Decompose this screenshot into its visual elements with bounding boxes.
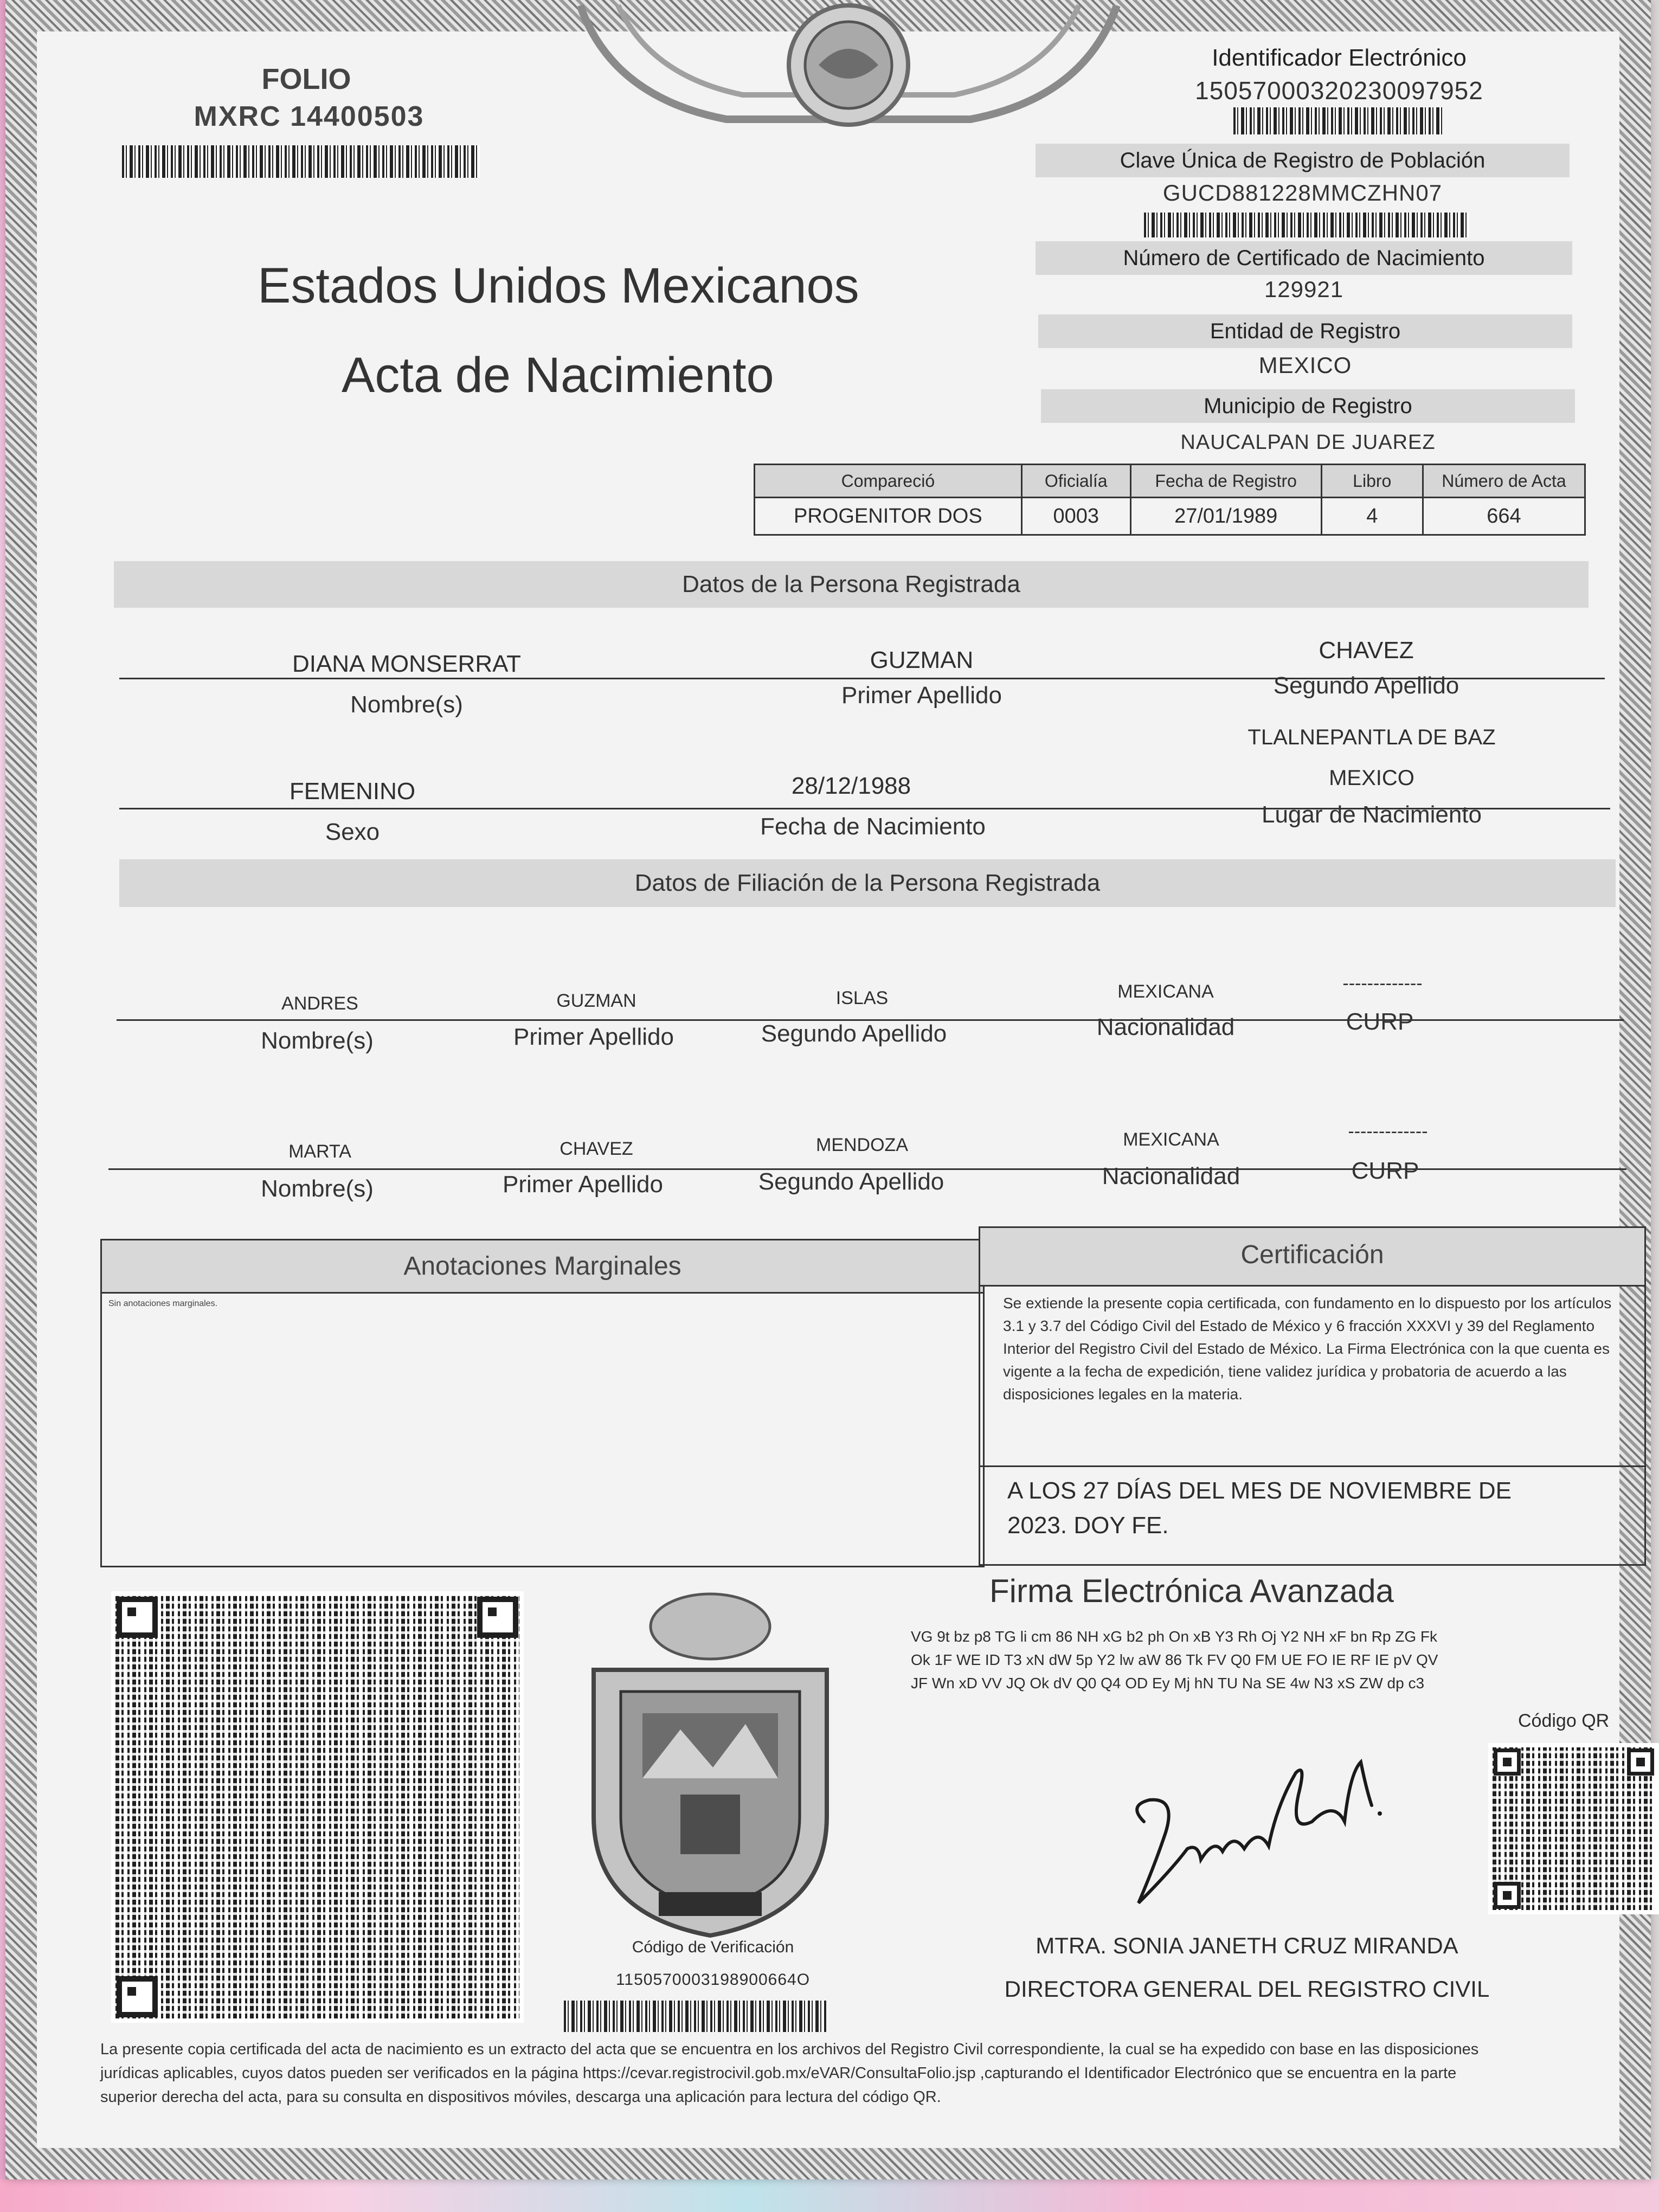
parent2-nombre-label: Nombre(s) bbox=[261, 1175, 374, 1202]
footer-line2: jurídicas aplicables, cuyos datos pueden ser verificados en la página https://cevar.registrocivil.gob.mx/eVAR/ConsultaFolio.jsp ,capturando el Identificador Electrónico que se encuentra en la parte bbox=[100, 2065, 1457, 2082]
parent2-primer-apellido-label: Primer Apellido bbox=[503, 1171, 663, 1198]
national-emblem-icon bbox=[548, 0, 1149, 157]
verificacion-label: Código de Verificación bbox=[632, 1938, 794, 1956]
anotaciones-box bbox=[100, 1239, 985, 1567]
table-header: Oficialía bbox=[1021, 465, 1130, 498]
footer-disclaimer bbox=[100, 2037, 1656, 2109]
segundo-apellido-label: Segundo Apellido bbox=[1273, 672, 1459, 699]
nombre-label: Nombre(s) bbox=[350, 691, 463, 718]
identificador-value: 15057000320230097952 bbox=[1195, 76, 1483, 105]
lugar-nacimiento-label: Lugar de Nacimiento bbox=[1261, 801, 1482, 828]
parent1-nombre: ANDRES bbox=[281, 993, 358, 1014]
parent2-nacionalidad: MEXICANA bbox=[1123, 1129, 1219, 1150]
qr-finder-pattern bbox=[117, 1597, 158, 1638]
curp-barcode bbox=[1144, 213, 1469, 237]
table-header: Fecha de Registro bbox=[1130, 465, 1321, 498]
folio-barcode bbox=[122, 145, 480, 178]
state-coat-of-arms-icon bbox=[572, 1589, 848, 1941]
parent1-curp-label: CURP bbox=[1346, 1008, 1414, 1035]
parent1-nacionalidad-label: Nacionalidad bbox=[1096, 1014, 1235, 1040]
qr-finder-pattern bbox=[117, 1976, 158, 2017]
verificacion-barcode bbox=[564, 2001, 827, 2032]
curp-value: GUCD881228MMCZHN07 bbox=[1162, 180, 1443, 205]
parent1-primer-apellido: GUZMAN bbox=[556, 991, 636, 1011]
parent2-curp-label: CURP bbox=[1351, 1158, 1419, 1184]
table-cell: PROGENITOR DOS bbox=[755, 498, 1022, 535]
verificacion-value: 1150570003198900664O bbox=[615, 1971, 811, 1989]
folio-value: MXRC 14400503 bbox=[194, 101, 425, 132]
firma-code-line1: VG 9t bz p8 TG li cm 86 NH xG b2 ph On xB Y3 Rh Oj Y2 NH xF bn Rp ZG Fk bbox=[911, 1628, 1438, 1645]
certificacion-fecha-line1: A LOS 27 DÍAS DEL MES DE NOVIEMBRE DE bbox=[1007, 1477, 1512, 1504]
lugar-nacimiento-line1: TLALNEPANTLA DE BAZ bbox=[1248, 725, 1496, 749]
entidad-label: Entidad de Registro bbox=[1038, 314, 1572, 348]
document-title: Acta de Nacimiento bbox=[342, 348, 774, 403]
persona-fecha-nacimiento: 28/12/1988 bbox=[791, 773, 911, 799]
parent1-curp: ------------- bbox=[1342, 973, 1423, 994]
table-cell: 27/01/1989 bbox=[1130, 498, 1321, 535]
parent1-nombre-label: Nombre(s) bbox=[261, 1027, 374, 1054]
qr-finder-pattern bbox=[477, 1597, 518, 1638]
persona-section-title: Datos de la Persona Registrada bbox=[114, 561, 1589, 608]
table-cell: 664 bbox=[1423, 498, 1585, 535]
identificador-barcode bbox=[1233, 107, 1442, 134]
persona-nombre: DIANA MONSERRAT bbox=[292, 651, 522, 677]
parent2-nombre: MARTA bbox=[288, 1141, 351, 1162]
parent1-segundo-apellido-label: Segundo Apellido bbox=[761, 1020, 947, 1047]
parent2-primer-apellido: CHAVEZ bbox=[560, 1139, 633, 1159]
identificador-label: Identificador Electrónico bbox=[1212, 44, 1467, 71]
certificado-value: 129921 bbox=[1264, 276, 1344, 302]
persona-sexo: FEMENINO bbox=[289, 778, 416, 805]
signer-name: MTRA. SONIA JANETH CRUZ MIRANDA bbox=[1036, 1933, 1458, 1958]
handwritten-signature bbox=[1106, 1740, 1410, 1919]
parent1-nacionalidad: MEXICANA bbox=[1117, 981, 1214, 1002]
anotaciones-title: Anotaciones Marginales bbox=[102, 1240, 983, 1294]
municipio-label: Municipio de Registro bbox=[1041, 389, 1575, 423]
fecha-nacimiento-label: Fecha de Nacimiento bbox=[760, 813, 986, 840]
curp-label: Clave Única de Registro de Población bbox=[1036, 144, 1570, 177]
parent1-segundo-apellido: ISLAS bbox=[835, 988, 889, 1008]
qr-label: Código QR bbox=[1518, 1711, 1610, 1731]
parent2-segundo-apellido-label: Segundo Apellido bbox=[758, 1168, 944, 1195]
firma-qr-code bbox=[1488, 1743, 1659, 1914]
certificacion-fecha bbox=[980, 1465, 1644, 1543]
country-title: Estados Unidos Mexicanos bbox=[258, 258, 859, 313]
parent1-primer-apellido-label: Primer Apellido bbox=[513, 1024, 674, 1050]
firma-code-line3: JF Wn xD VV JQ Ok dV Q0 Q4 OD Ey Mj hN TU Na SE 4w N3 xS ZW dp c3 bbox=[911, 1675, 1425, 1692]
parent2-curp: ------------- bbox=[1348, 1121, 1428, 1142]
lugar-nacimiento-line2: MEXICO bbox=[1329, 766, 1414, 790]
firma-code-line2: Ok 1F WE ID T3 xN dW 5p Y2 lw aW 86 Tk FV Q0 FM UE FO IE RF IE pV QV bbox=[911, 1651, 1438, 1668]
background-fabric-bottom bbox=[0, 2179, 1659, 2212]
registro-table bbox=[754, 464, 1586, 536]
signer-title: DIRECTORA GENERAL DEL REGISTRO CIVIL bbox=[1004, 1976, 1490, 2002]
sexo-label: Sexo bbox=[325, 819, 380, 845]
table-header: Número de Acta bbox=[1423, 465, 1585, 498]
table-cell: 0003 bbox=[1021, 498, 1130, 535]
birth-certificate-document bbox=[5, 0, 1651, 2179]
anotaciones-text: Sin anotaciones marginales. bbox=[108, 1299, 218, 1308]
municipio-value: NAUCALPAN DE JUAREZ bbox=[1180, 431, 1436, 454]
footer-line1: La presente copia certificada del acta de nacimiento es un extracto del acta que se encuentra en los archivos del Registro Civil correspondiente, la cual se ha expedido con base en las disposiciones bbox=[100, 2041, 1479, 2058]
certificacion-box bbox=[979, 1226, 1646, 1566]
folio-label: FOLIO bbox=[261, 63, 351, 95]
persona-segundo-apellido: CHAVEZ bbox=[1319, 637, 1414, 664]
qr-finder-pattern bbox=[1627, 1748, 1654, 1776]
table-header: Libro bbox=[1321, 465, 1423, 498]
certificacion-title: Certificación bbox=[980, 1228, 1644, 1287]
certificacion-body: Se extiende la presente copia certificada, con fundamento en lo dispuesto por los artículos 3.1 y 3.7 del Código Civil del Estado de México y 6 fracción XXXVI y 39 del Reglamento Interior del Registro Civil del Estado de México. La Firma Electrónica con la que cuenta es vigente a la fecha de expedición, tiene validez jurídica y probatoria de acuerdo a las disposiciones legales en la materia. bbox=[1003, 1295, 1612, 1403]
table-header: Compareció bbox=[755, 465, 1022, 498]
certificacion-fecha-line2: 2023. DOY FE. bbox=[1007, 1512, 1169, 1539]
parent2-segundo-apellido: MENDOZA bbox=[816, 1135, 908, 1155]
firma-title: Firma Electrónica Avanzada bbox=[989, 1573, 1394, 1609]
qr-finder-pattern bbox=[1494, 1882, 1521, 1909]
primer-apellido-label: Primer Apellido bbox=[841, 682, 1002, 709]
verificacion-qr-code bbox=[111, 1591, 524, 2023]
footer-line3: superior derecha del acta, para su consulta en dispositivos móviles, descarga una aplicación para lectura del código QR. bbox=[100, 2088, 941, 2106]
table-cell: 4 bbox=[1321, 498, 1423, 535]
certificado-label: Número de Certificado de Nacimiento bbox=[1036, 241, 1572, 275]
qr-finder-pattern bbox=[1494, 1748, 1521, 1776]
parent2-nacionalidad-label: Nacionalidad bbox=[1102, 1163, 1240, 1189]
persona-primer-apellido: GUZMAN bbox=[870, 647, 974, 673]
entidad-value: MEXICO bbox=[1258, 352, 1352, 378]
filiacion-section-title: Datos de Filiación de la Persona Registrada bbox=[119, 859, 1616, 907]
